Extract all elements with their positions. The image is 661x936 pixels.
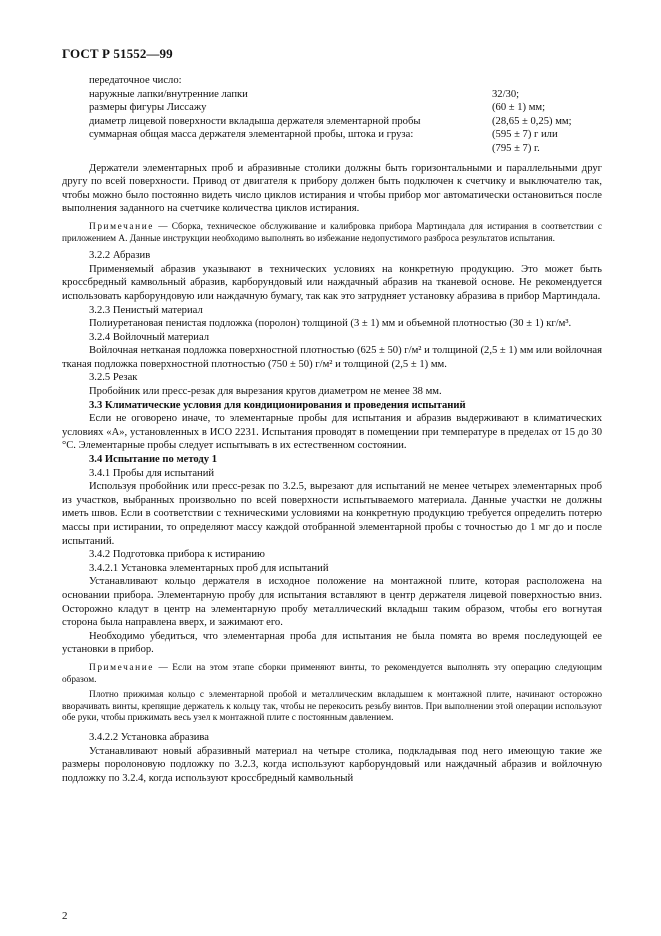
paragraph: Если не оговорено иначе, то элементарные пробы для испытания и абразив выдерживают в климатических условиях «А», установленных в ИСО 2231. Испытания проводят в помещении при температуре в пределах от 15 до 30 °С. Элементарные пробы следует испытывать в их естественном состоянии. bbox=[62, 413, 602, 452]
paragraph: Используя пробойник или пресс-резак по 3.2.5, вырезают для испытаний не менее четырех элементарных проб из участков, выбранных произвольно по всей поверхности испытываемого материала. Данные участки не должны иметь швов. Если в соответствии с техническими условиями на конкретную продукцию требуется определить потерю массы при истирании, то определяют массу каждой отобранной элементарной пробы с точностью до 1 мг до и после испытаний. bbox=[62, 481, 602, 547]
parameter-row bbox=[89, 101, 602, 115]
note-text: — Если на этом этапе сборки применяют винты, то рекомендуется выполнять эту операцию следующим образом. bbox=[62, 662, 602, 685]
section-heading: 3.4.2.1 Установка элементарных проб для испытаний bbox=[89, 562, 329, 574]
note-keyword: Примечание bbox=[89, 662, 154, 673]
page-number: 2 bbox=[62, 910, 68, 922]
section-heading: 3.2.2 Абразив bbox=[89, 250, 151, 262]
section-heading: 3.4.2 Подготовка прибора к истиранию bbox=[89, 549, 265, 561]
parameter-label: суммарная общая масса держателя элементарной пробы, штока и груза: bbox=[89, 129, 414, 141]
parameter-row bbox=[89, 142, 602, 156]
paragraph: Устанавливают новый абразивный материал на четыре столика, подкладывая под него имеющую такие же размеры поролоновую подложку по 3.2.3, когда используют карборундовый или наждачный абразив и войлочную подложку по 3.2.4, когда используют кроссбредный камвольный bbox=[62, 745, 602, 784]
paragraph: Полиуретановая пенистая подложка (поролон) толщиной (3 ± 1) мм и объемной плотностью (30 ± 1) кг/м³. bbox=[89, 318, 572, 330]
parameter-value: (28,65 ± 0,25) мм; bbox=[492, 115, 572, 127]
note bbox=[62, 663, 602, 686]
section-heading: 3.2.5 Резак bbox=[89, 372, 138, 384]
note-text: — Сборка, техническое обслуживание и калибровка прибора Мартиндала для истирания в соответствии с приложением А. Данные инструкции необходимо выполнять во избежание недопустимого разброса результатов испытания. bbox=[62, 221, 602, 244]
parameter-label: диаметр лицевой поверхности вкладыша держателя элементарной пробы bbox=[89, 115, 421, 127]
parameter-intro: передаточное число: bbox=[89, 75, 182, 86]
parameter-value: (595 ± 7) г или bbox=[492, 129, 558, 141]
paragraph: Пробойник или пресс-резак для вырезания кругов диаметром не менее 38 мм. bbox=[89, 386, 442, 398]
parameter-label: размеры фигуры Лиссажу bbox=[89, 102, 207, 114]
paragraph: Применяемый абразив указывают в технических условиях на конкретную продукцию. Это может быть кроссбредный камвольный абразив, карборундовый или наждачный абразив на тканевой основе. Не рекомендуется использовать карборундовую или наждачную бумагу, так как это затрудняет установку абразива в прибор Мартиндала. bbox=[62, 263, 602, 302]
parameter-value: (795 ± 7) г. bbox=[492, 142, 540, 154]
section-heading: 3.2.3 Пенистый материал bbox=[89, 304, 203, 316]
parameter-list bbox=[89, 74, 602, 156]
parameter-value: 32/30; bbox=[492, 88, 520, 100]
section-heading: 3.3 Климатические условия для кондиционирования и проведения испытаний bbox=[89, 399, 466, 411]
parameter-row bbox=[89, 88, 602, 102]
parameter-row bbox=[89, 115, 602, 129]
section-heading: 3.4.2.2 Установка абразива bbox=[89, 731, 209, 743]
parameter-row bbox=[89, 128, 602, 142]
parameter-value: (60 ± 1) мм; bbox=[492, 102, 546, 114]
note-keyword: Примечание bbox=[89, 221, 154, 232]
paragraph: Держатели элементарных проб и абразивные столики должны быть горизонтальными и параллельными друг другу по всей поверхности. Привод от двигателя к прибору должен быть подключен к счетчику и выключателю так, чтобы можно было постоянно видеть число циклов истирания и чтобы прибор мог автоматически остановиться после выполнения заданного на счетчике количества циклов истирания. bbox=[62, 162, 602, 215]
paragraph: Устанавливают кольцо держателя в исходное положение на монтажной плите, которая расположена на основании прибора. Элементарную пробу для испытания вставляют в центр держателя лицевой поверхностью вниз. Осторожно кладут в центр на элементарную пробу металлический вкладыш таким образом, чтобы его вогнутая сторона была направлена вверх, и зажимают его. bbox=[62, 576, 602, 629]
section-heading: 3.4 Испытание по методу 1 bbox=[89, 454, 218, 466]
paragraph: Войлочная нетканая подложка поверхностной плотностью (625 ± 50) г/м² и толщиной (2,5 ± 1) мм или войлочная тканая подложка поверхностной плотностью (750 ± 50) г/м² и толщиной (2,5 ± 1) мм. bbox=[62, 345, 602, 370]
paragraph: Необходимо убедиться, что элементарная проба для испытания не была помята во время последующей ее установки в прибор. bbox=[62, 630, 602, 656]
document-body bbox=[62, 74, 602, 785]
document-header: ГОСТ Р 51552—99 bbox=[62, 46, 173, 61]
section-heading: 3.4.1 Пробы для испытаний bbox=[89, 467, 215, 479]
note-continuation: Плотно прижимая кольцо с элементарной пробой и металлическим вкладышем к монтажной плите, начинают осторожно вворачивать винты, крепящие держатель к кольцу так, чтобы не перекосить резьбу винтов. При выполнении этой операции используют обе руки, чтобы прижимать весь узел к монтажной плите с постоянным давлением. bbox=[62, 690, 602, 724]
section-heading: 3.2.4 Войлочный материал bbox=[89, 331, 210, 343]
note bbox=[62, 222, 602, 245]
parameter-label: наружные лапки/внутренние лапки bbox=[89, 88, 248, 100]
